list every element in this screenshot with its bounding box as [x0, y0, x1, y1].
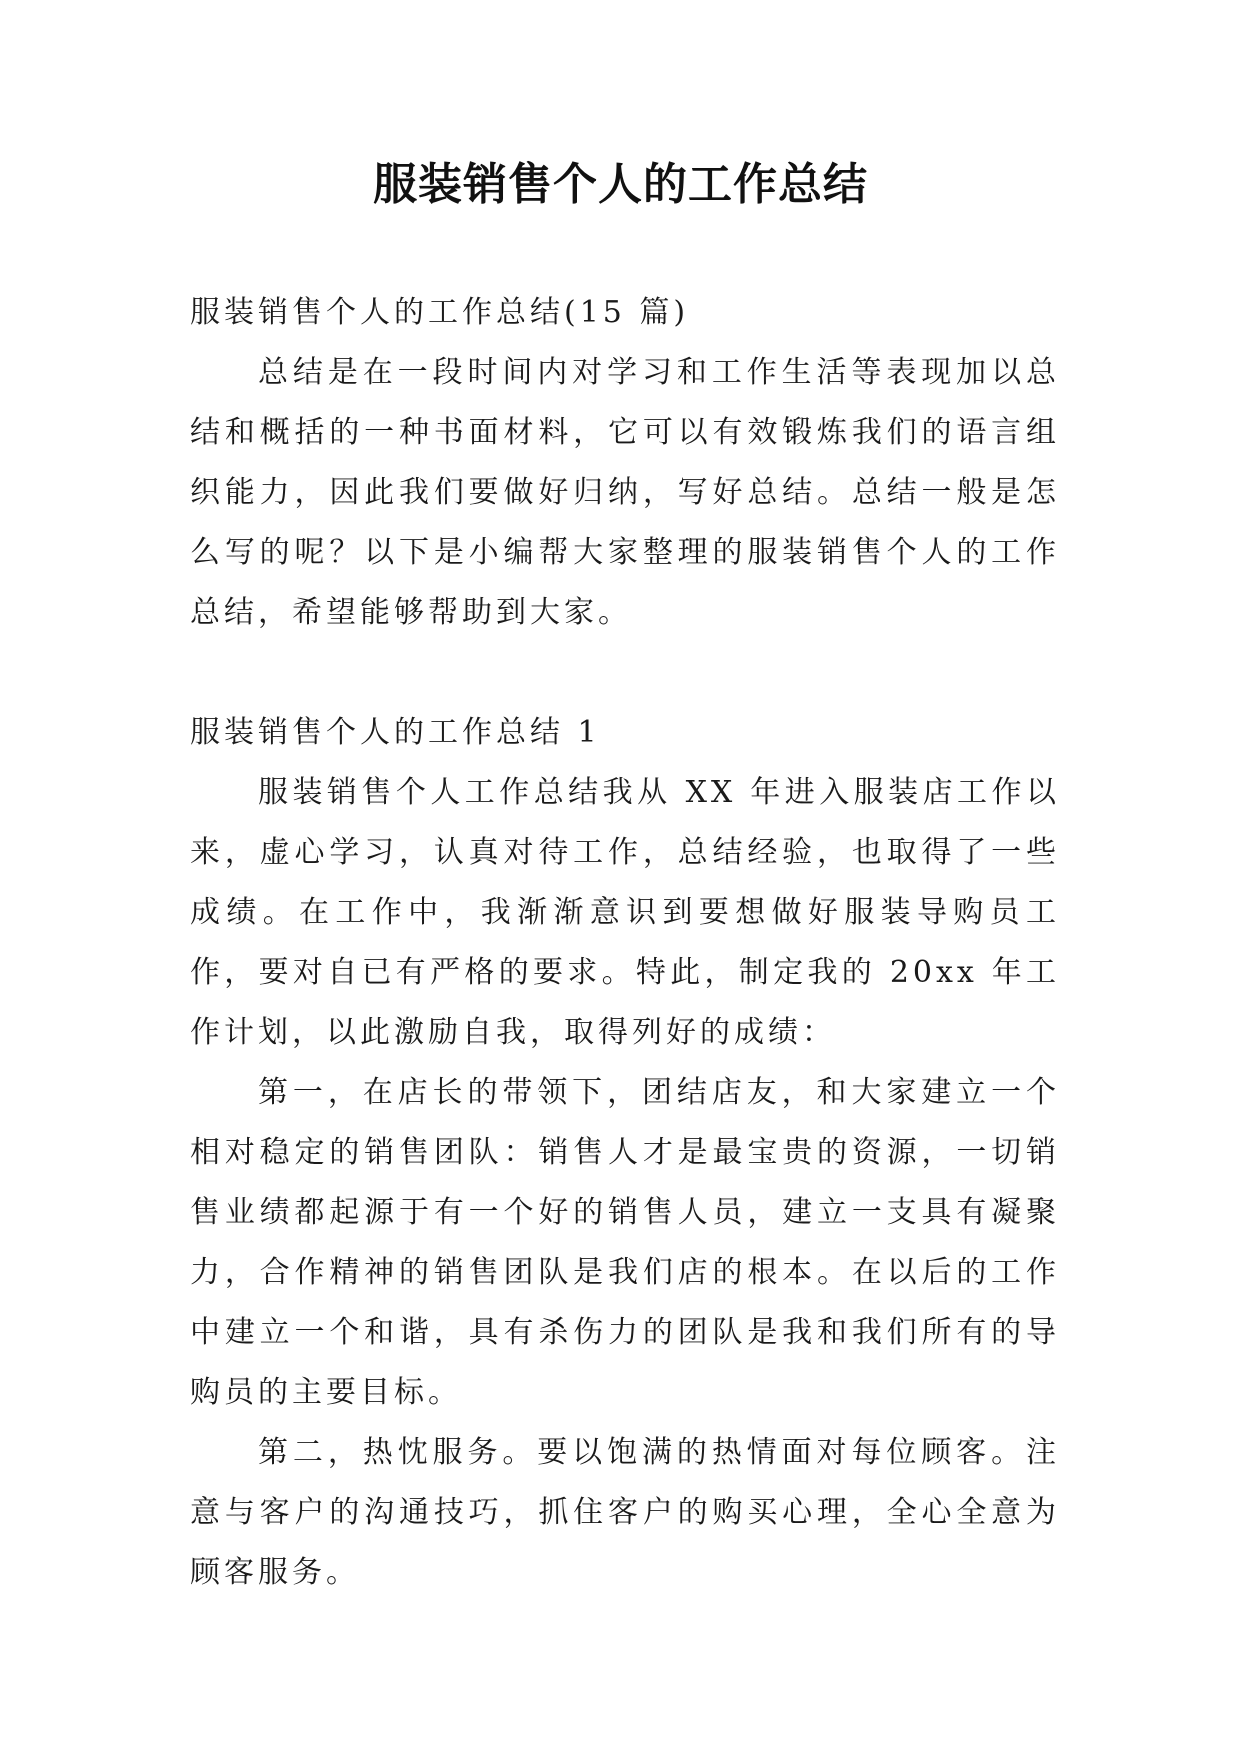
document-title: 服装销售个人的工作总结 [373, 159, 868, 210]
intro-paragraph: 总结是在一段时间内对学习和工作生活等表现加以总结和概括的一种书面材料，它可以有效锻炼我们的语言组织能力，因此我们要做好归纳，写好总结。总结一般是怎么写的呢？以下是小编帮大家整理的服装销售个人的工作总结，希望能够帮助到大家。 [190, 355, 1060, 630]
body-paragraph-3: 第二，热忱服务。要以饱满的热情面对每位顾客。注意与客户的沟通技巧，抓住客户的购买心理，全心全意为顾客服务。 [190, 1435, 1060, 1590]
document-body [190, 283, 1060, 1603]
section-heading-1: 服装销售个人的工作总结 1 [190, 715, 601, 750]
body-paragraph-2: 第一，在店长的带领下，团结店友，和大家建立一个相对稳定的销售团队：销售人才是最宝贵的资源，一切销售业绩都起源于有一个好的销售人员，建立一支具有凝聚力，合作精神的销售团队是我们店的根本。在以后的工作中建立一个和谐，具有杀伤力的团队是我和我们所有的导购员的主要目标。 [190, 1075, 1060, 1410]
body-paragraph-1: 服装销售个人工作总结我从 XX 年进入服装店工作以来，虚心学习，认真对待工作，总结经验，也取得了一些成绩。在工作中，我渐渐意识到要想做好服装导购员工作，要对自已有严格的要求。特此，制定我的 20xx 年工作计划，以此激励自我，取得列好的成绩： [190, 775, 1060, 1050]
section-heading-intro: 服装销售个人的工作总结(15 篇) [190, 295, 690, 330]
